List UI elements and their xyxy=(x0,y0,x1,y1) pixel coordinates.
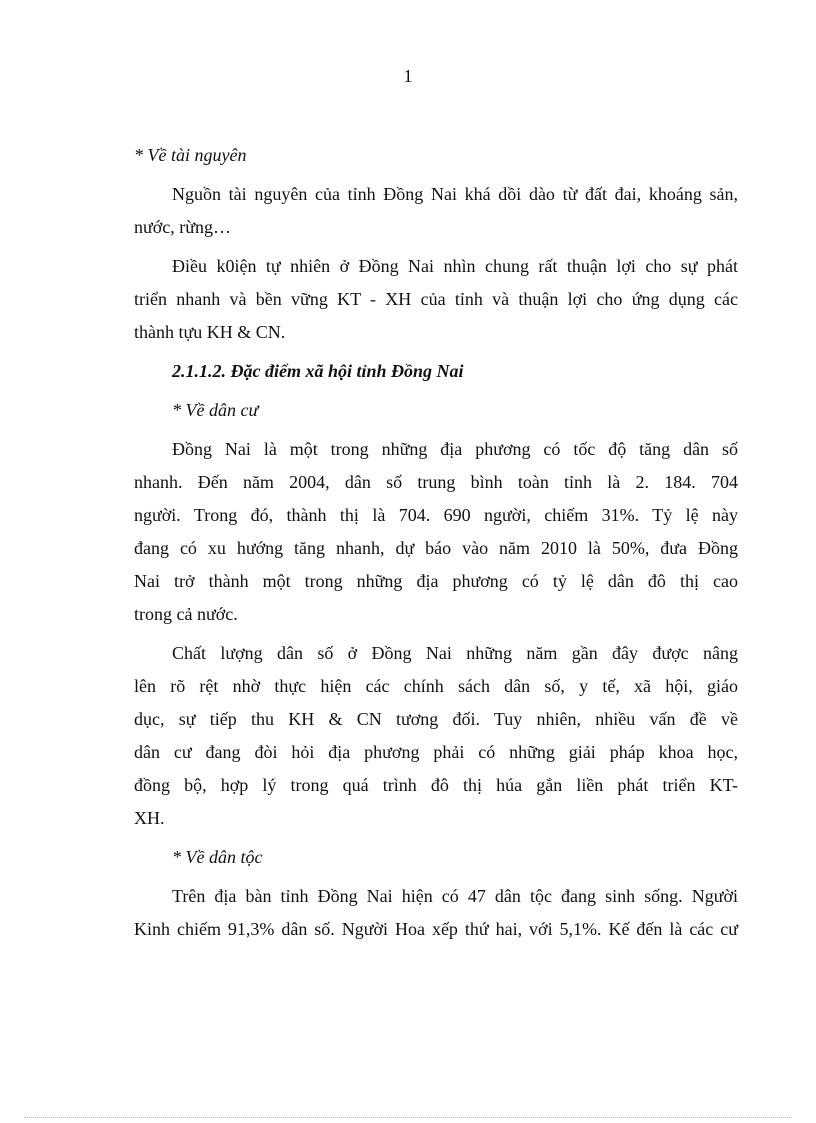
text-line: người. Trong đó, thành thị là 704. 690 người, chiếm 31%. Tỷ lệ này xyxy=(134,505,738,525)
population-heading: * Về dân cư xyxy=(172,400,259,420)
text-line: Nguồn tài nguyên của tỉnh Đồng Nai khá dồi dào từ đất đai, khoáng sản, xyxy=(172,184,738,204)
text-line: Đồng Nai là một trong những địa phương có tốc độ tăng dân số xyxy=(172,439,738,459)
resources-paragraph-2 xyxy=(134,250,738,349)
resources-paragraph-1 xyxy=(134,178,738,244)
text-line: nước, rừng… xyxy=(134,217,232,237)
page-number: 1 xyxy=(403,66,413,86)
document-body xyxy=(134,139,738,946)
text-line: thành tựu KH & CN. xyxy=(134,322,286,342)
text-line: Nai trở thành một trong những địa phương có tỷ lệ dân đô thị cao xyxy=(134,571,738,591)
page-footer-divider xyxy=(24,1117,792,1118)
text-line: XH. xyxy=(134,808,165,828)
text-line: nhanh. Đến năm 2004, dân số trung bình toàn tỉnh là 2. 184. 704 xyxy=(134,472,738,492)
ethnic-heading: * Về dân tộc xyxy=(172,847,263,867)
text-line: Trên địa bàn tỉnh Đồng Nai hiện có 47 dân tộc đang sinh sống. Người xyxy=(172,886,738,906)
resources-heading: * Về tài nguyên xyxy=(134,145,247,165)
section-heading: 2.1.1.2. Đặc điểm xã hội tỉnh Đồng Nai xyxy=(172,361,464,381)
text-line: triển nhanh và bền vững KT - XH của tỉnh và thuận lợi cho ứng dụng các xyxy=(134,289,738,309)
text-line: trong cả nước. xyxy=(134,604,238,624)
text-line: Chất lượng dân số ở Đồng Nai những năm gần đây được nâng xyxy=(172,643,738,663)
text-line: đang có xu hướng tăng nhanh, dự báo vào năm 2010 là 50%, đưa Đồng xyxy=(134,538,738,558)
text-line: dục, sự tiếp thu KH & CN tương đối. Tuy nhiên, nhiều vấn đề về xyxy=(134,709,738,729)
population-paragraph-1 xyxy=(134,433,738,631)
text-line: đồng bộ, hợp lý trong quá trình đô thị húa gắn liền phát triển KT- xyxy=(134,775,738,795)
population-paragraph-2 xyxy=(134,637,738,835)
text-line: dân cư đang đòi hỏi địa phương phải có những giải pháp khoa học, xyxy=(134,742,738,762)
text-line: lên rõ rệt nhờ thực hiện các chính sách dân số, y tế, xã hội, giáo xyxy=(134,676,738,696)
text-line: Điều k0iện tự nhiên ở Đồng Nai nhìn chung rất thuận lợi cho sự phát xyxy=(172,256,738,276)
ethnic-paragraph-1 xyxy=(134,880,738,946)
text-line: Kinh chiếm 91,3% dân số. Người Hoa xếp thứ hai, với 5,1%. Kế đến là các cư xyxy=(134,919,738,939)
